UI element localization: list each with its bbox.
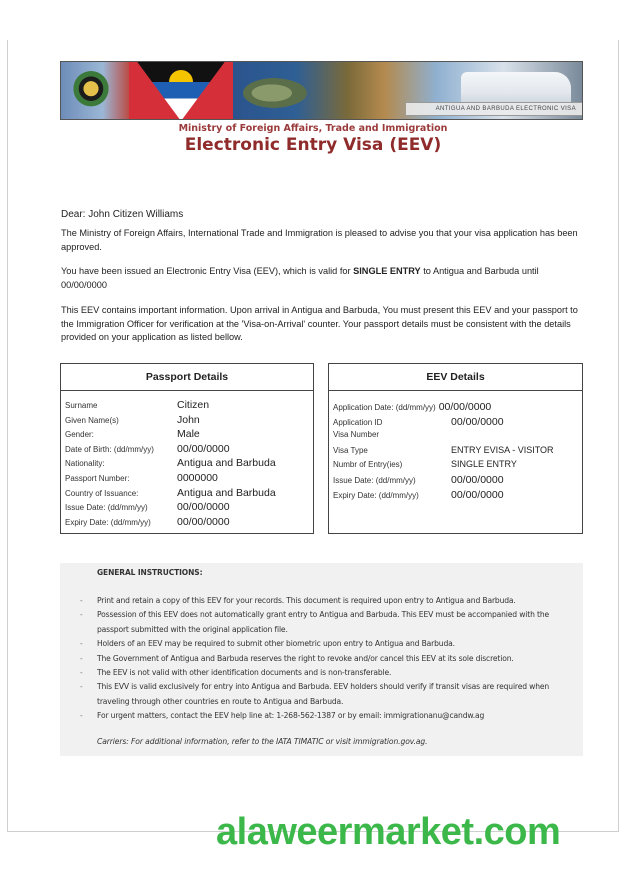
instruction-item: [80, 637, 578, 651]
eev-field-value: SINGLE ENTRY: [451, 459, 517, 470]
eev-details-box: [328, 363, 583, 534]
entry-type-emphasis: SINGLE ENTRY: [353, 266, 421, 276]
eev-field-label: Application ID: [333, 417, 383, 427]
instruction-item: [80, 709, 578, 723]
eev-field-row: [333, 401, 582, 416]
instruction-item: [80, 652, 578, 666]
validity-text-pre: You have been issued an Electronic Entry Visa (EEV), which is valid for: [61, 266, 354, 276]
passport-field-row: [65, 501, 313, 516]
bullet-dash-icon: -: [80, 596, 83, 605]
passport-field-row: [65, 399, 313, 414]
passport-field-label: Nationality:: [65, 459, 105, 469]
carriers-note: Carriers: For additional information, refer to the IATA TIMATIC or visit immigration.gov.ag.: [97, 737, 428, 746]
instruction-item: [80, 666, 578, 680]
instruction-text: This EVV is valid exclusively for entry into Antigua and Barbuda. EEV holders should verify if transit visas are required when traveling through other countries en route to Antigua and Barbuda.: [97, 682, 550, 706]
eev-field-value: ENTRY EVISA - VISITOR: [451, 444, 554, 455]
validity-paragraph: [61, 265, 581, 292]
page-title: Electronic Entry Visa (EEV): [184, 135, 442, 155]
instruction-text: Possession of this EEV does not automatically grant entry to Antigua and Barbuda. This EEV must be accompanied with the passport submitted with the original application file.: [97, 610, 550, 634]
passport-field-value: 00/00/0000: [177, 515, 230, 528]
passport-field-label: Gender:: [65, 430, 94, 440]
instruction-text: Print and retain a copy of this EEV for your records. This document is required upon entry to Antigua and Barbuda.: [97, 596, 516, 605]
bullet-dash-icon: -: [80, 668, 83, 678]
banner-caption: ANTIGUA AND BARBUDA ELECTRONIC VISA: [406, 102, 582, 116]
general-instructions-panel: [60, 563, 583, 756]
instruction-text: For urgent matters, contact the EEV help line at: 1-268-562-1387 or by email: immigrationanu@candw.ag: [97, 711, 485, 721]
eev-field-label: Visa Type: [333, 445, 368, 455]
instruction-text: The EEV is not valid with other identification documents and is non-transferable.: [97, 668, 392, 678]
eev-field-value: 00/00/0000: [451, 488, 504, 501]
passport-field-label: Date of Birth: (dd/mm/yy): [65, 444, 154, 454]
instruction-text: Holders of an EEV may be required to submit other biometric upon entry to Antigua and Barbuda.: [97, 639, 455, 649]
passport-field-row: [65, 472, 313, 487]
passport-field-label: Passport Number:: [65, 473, 130, 483]
eev-field-label: Expiry Date: (dd/mm/yy): [333, 490, 419, 500]
passport-details-rows: [61, 391, 313, 530]
passport-field-value: 00/00/0000: [177, 501, 230, 514]
eev-field-value: 00/00/0000: [438, 401, 492, 413]
salutation: Dear: John Citizen Williams: [61, 209, 184, 220]
passport-field-value: 0000000: [177, 471, 218, 484]
passport-field-label: Expiry Date: (dd/mm/yy): [65, 517, 151, 527]
coat-of-arms-icon: [69, 68, 113, 114]
eev-field-value: 00/00/0000: [451, 415, 504, 428]
passport-details-title: Passport Details: [61, 364, 313, 391]
passport-field-value: Male: [177, 428, 200, 441]
instructions-list: [80, 594, 578, 724]
passport-field-row: [65, 414, 313, 429]
eev-field-row: [333, 430, 582, 445]
instruction-item: [80, 680, 578, 709]
eev-details-rows: [329, 391, 582, 503]
bullet-dash-icon: -: [80, 653, 83, 663]
passport-field-row: [65, 443, 313, 458]
validity-text-post: to Antigua and Barbuda until 00/00/0000: [61, 266, 539, 290]
passport-field-row: [65, 457, 313, 472]
bullet-dash-icon: -: [80, 711, 83, 721]
instructions-title: GENERAL INSTRUCTIONS:: [97, 568, 203, 577]
bullet-dash-icon: -: [80, 682, 83, 692]
eev-field-row: [333, 459, 582, 474]
arrival-paragraph: This EEV contains important information. Upon arrival in Antigua and Barbuda, You must present this EEV and your passport to the Immigration Officer for verification at the 'Visa-on-Arrival' counter. Your passport details must be consistent with the details provided on your application as listed bellow.: [61, 305, 578, 343]
passport-field-label: Issue Date: (dd/mm/yy): [65, 503, 148, 513]
bullet-dash-icon: -: [80, 610, 83, 620]
header-banner-image: [60, 61, 583, 120]
passport-field-label: Country of Issuance:: [65, 488, 139, 498]
instruction-text: The Government of Antigua and Barbuda reserves the right to revoke and/or cancel this EEV at its sole discretion.: [97, 653, 514, 663]
passport-details-box: [60, 363, 314, 534]
eev-field-label: Issue Date: (dd/mm/yy): [333, 475, 416, 485]
passport-field-row: [65, 428, 313, 443]
passport-field-label: Given Name(s): [65, 415, 119, 425]
passport-field-value: Antigua and Barbuda: [177, 457, 276, 470]
eev-field-value: 00/00/0000: [451, 473, 504, 486]
passport-field-value: Antigua and Barbuda: [177, 486, 276, 499]
instruction-item: [80, 594, 578, 608]
eev-field-row: [333, 445, 582, 460]
cruise-ship-icon: [461, 72, 571, 106]
ministry-name: Ministry of Foreign Affairs, Trade and Immigration: [178, 123, 448, 134]
passport-field-value: 00/00/0000: [177, 442, 230, 455]
passport-field-label: Surname: [65, 401, 98, 410]
eev-field-label: Numbr of Entry(ies): [333, 460, 403, 470]
approval-paragraph: The Ministry of Foreign Affairs, International Trade and Immigration is pleased to advise you that your visa application has been approved.: [61, 228, 578, 252]
eev-field-row: [333, 474, 582, 489]
eev-field-row: [333, 416, 582, 431]
turtle-icon: [243, 78, 307, 108]
watermark-text: alaweermarket.com: [216, 811, 561, 853]
passport-field-row: [65, 487, 313, 502]
passport-field-row: [65, 516, 313, 531]
eev-field-label: Visa Number: [333, 430, 380, 440]
bullet-dash-icon: -: [80, 639, 83, 649]
eev-field-label: Application Date: (dd/mm/yy): [333, 403, 436, 412]
passport-field-value: Citizen: [177, 399, 210, 411]
eev-details-title: EEV Details: [329, 364, 582, 391]
eev-field-row: [333, 489, 582, 504]
passport-field-value: John: [177, 413, 200, 426]
instruction-item: [80, 608, 578, 637]
